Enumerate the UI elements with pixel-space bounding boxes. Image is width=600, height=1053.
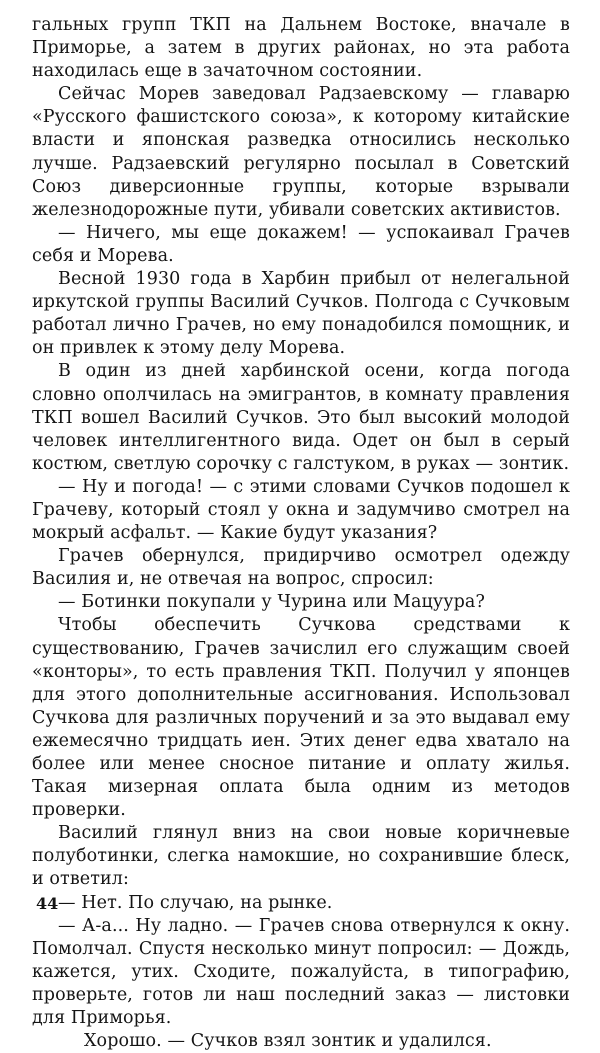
paragraph-5: В один из дней харбинской осени, когда погода словно ополчилась на эмигрантов, в комнату правления ТКП вошел Василий Сучков. Это был высокий молодой человек интеллигентного вида. Одет он был в серый костюм, светлую сорочку с галстуком, в руках — зонтик. xyxy=(32,361,570,474)
paragraph-12: — А-а... Ну ладно. — Грачев снова отвернулся к окну. Помолчал. Спустя несколько минут попросил: — Дождь, кажется, утих. Сходите, пожалуйста, в типографию, проверьте, готов ли наш последний заказ — листовки для Приморья. xyxy=(32,915,570,1029)
page-number: 44 xyxy=(36,894,59,913)
paragraph-7: Грачев обернулся, придирчиво осмотрел одежду Василия и, не отвечая на вопрос, спросил: xyxy=(32,546,570,590)
paragraph-6: — Ну и погода! — с этими словами Сучков подошел к Грачеву, который стоял у окна и задумчиво смотрел на мокрый асфальт. — Какие будут указания? xyxy=(32,476,570,544)
paragraph-10: Василий глянул вниз на свои новые коричневые полуботинки, слегка намокшие, но сохранившие блеск, и ответил: xyxy=(32,823,570,890)
paragraph-9: Чтобы обеспечить Сучкова средствами к существованию, Грачев зачислил его служащим своей «конторы», то есть правления ТКП. Получил у японцев для этого дополнительные ассигнования. Использовал Сучкова для различных поручений и за это выдавал ему ежемесячно тридцать иен. Этих денег едва хватало на более или менее сносное питание и оплату жилья. Такая мизерная оплата была одним из методов проверки. xyxy=(32,615,570,821)
paragraph-11: — Нет. По случаю, на рынке. xyxy=(58,892,333,913)
page-text xyxy=(32,14,570,1053)
paragraph-4: Весной 1930 года в Харбин прибыл от нелегальной иркутской группы Василий Сучков. Полгода с Сучковым работал лично Грачев, но ему понадобился помощник, и он привлек к этому делу Морева. xyxy=(32,269,570,359)
paragraph-8: — Ботинки покупали у Чурина или Мацуура? xyxy=(58,592,485,613)
paragraph-2: Сейчас Морев заведовал Радзаевскому — главарю «Русского фашистского союза», к которому китайские власти и японская разведка относились несколько лучше. Радзаевский регулярно посылал в Советский Союз диверсионные группы, которые взрывали железнодорожные пути, убивали советских активистов. xyxy=(32,84,570,220)
paragraph-1: гальных групп ТКП на Дальнем Востоке, вначале в Приморье, а затем в других районах, но эта работа находилась еще в зачаточном состоянии. xyxy=(32,15,570,82)
paragraph-13: Хорошо. — Сучков взял зонтик и удалился. xyxy=(84,1031,492,1052)
paragraph-3: — Ничего, мы еще докажем! — успокаивал Грачев себя и Морева. xyxy=(32,222,570,266)
